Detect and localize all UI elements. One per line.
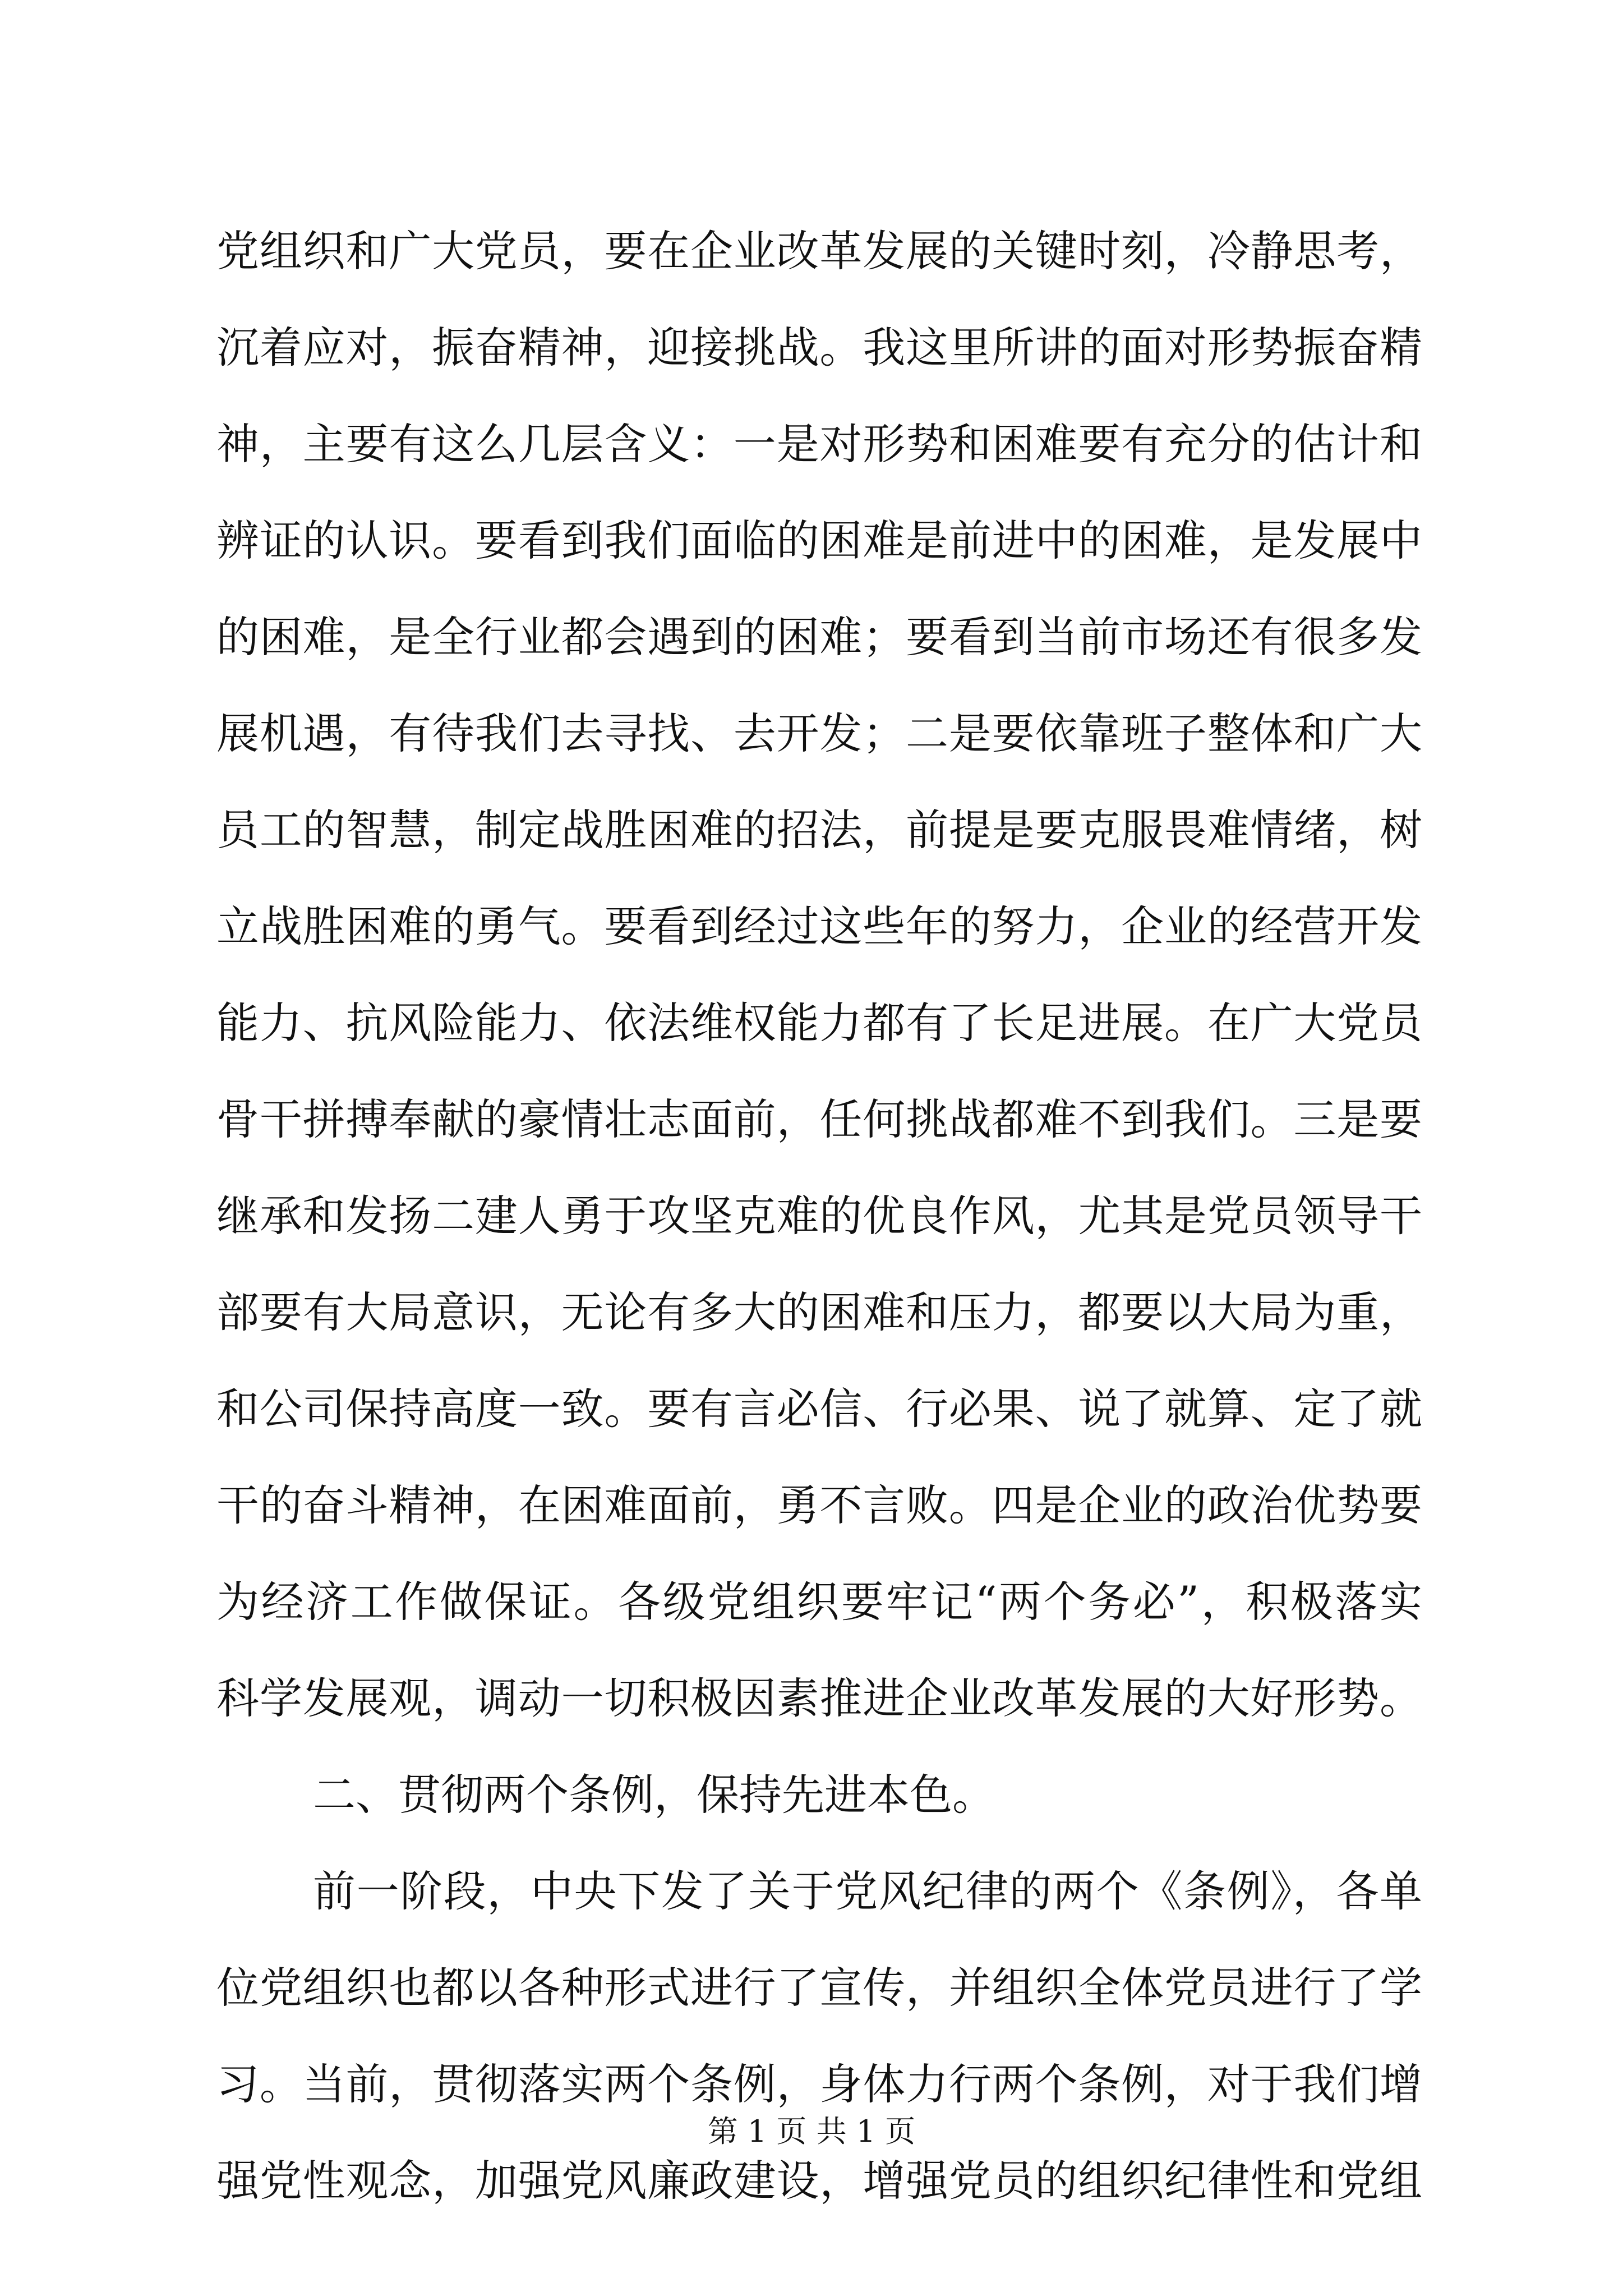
paragraph-line: 和公司保持高度一致。要有言必信、行必果、说了就算、定了就 [216,1384,1422,1434]
paragraph-line: 习。当前，贯彻落实两个条例，身体力行两个条例，对于我们增 [216,2059,1422,2109]
paragraph-line: 骨干拼搏奉献的豪情壮志面前，任何挑战都难不到我们。三是要 [216,1094,1422,1144]
paragraph-line: 科学发展观，调动一切积极因素推进企业改革发展的大好形势。 [216,1673,1422,1723]
page-number-footer: 第 1 页 共 1 页 [707,2114,916,2149]
paragraph-line: 党组织和广大党员，要在企业改革发展的关键时刻，冷静思考， [216,226,1422,276]
paragraph-line: 能力、抗风险能力、依法维权能力都有了长足进展。在广大党员 [216,998,1422,1048]
paragraph-line: 展机遇，有待我们去寻找、去开发；二是要依靠班子整体和广大 [216,708,1422,758]
paragraph-line: 的困难，是全行业都会遇到的困难；要看到当前市场还有很多发 [216,612,1422,662]
paragraph-line: 为经济工作做保证。各级党组织要牢记“两个务必”，积极落实 [216,1577,1422,1627]
paragraph-line: 强党性观念，加强党风廉政建设，增强党员的组织纪律性和党组 [216,2156,1422,2206]
paragraph-line: 辨证的认识。要看到我们面临的困难是前进中的困难，是发展中 [216,516,1422,565]
paragraph-line: 神，主要有这么几层含义：一是对形势和困难要有充分的估计和 [216,419,1422,469]
paragraph-line: 立战胜困难的勇气。要看到经过这些年的努力，企业的经营开发 [216,901,1422,951]
paragraph-line: 继承和发扬二建人勇于攻坚克难的优良作风，尤其是党员领导干 [216,1191,1422,1241]
section-heading: 二、贯彻两个条例，保持先进本色。 [313,1770,995,1820]
paragraph-line: 前一阶段，中央下发了关于党风纪律的两个《条例》，各单 [313,1866,1422,1916]
paragraph-line: 位党组织也都以各种形式进行了宣传，并组织全体党员进行了学 [216,1963,1422,2013]
document-body [216,203,1422,2229]
paragraph-line: 干的奋斗精神，在困难面前，勇不言败。四是企业的政治优势要 [216,1480,1422,1530]
paragraph-line: 员工的智慧，制定战胜困难的招法，前提是要克服畏难情绪，树 [216,805,1422,855]
paragraph-line: 沉着应对，振奋精神，迎接挑战。我这里所讲的面对形势振奋精 [216,323,1422,372]
paragraph-line: 部要有大局意识，无论有多大的困难和压力，都要以大局为重， [216,1287,1422,1337]
